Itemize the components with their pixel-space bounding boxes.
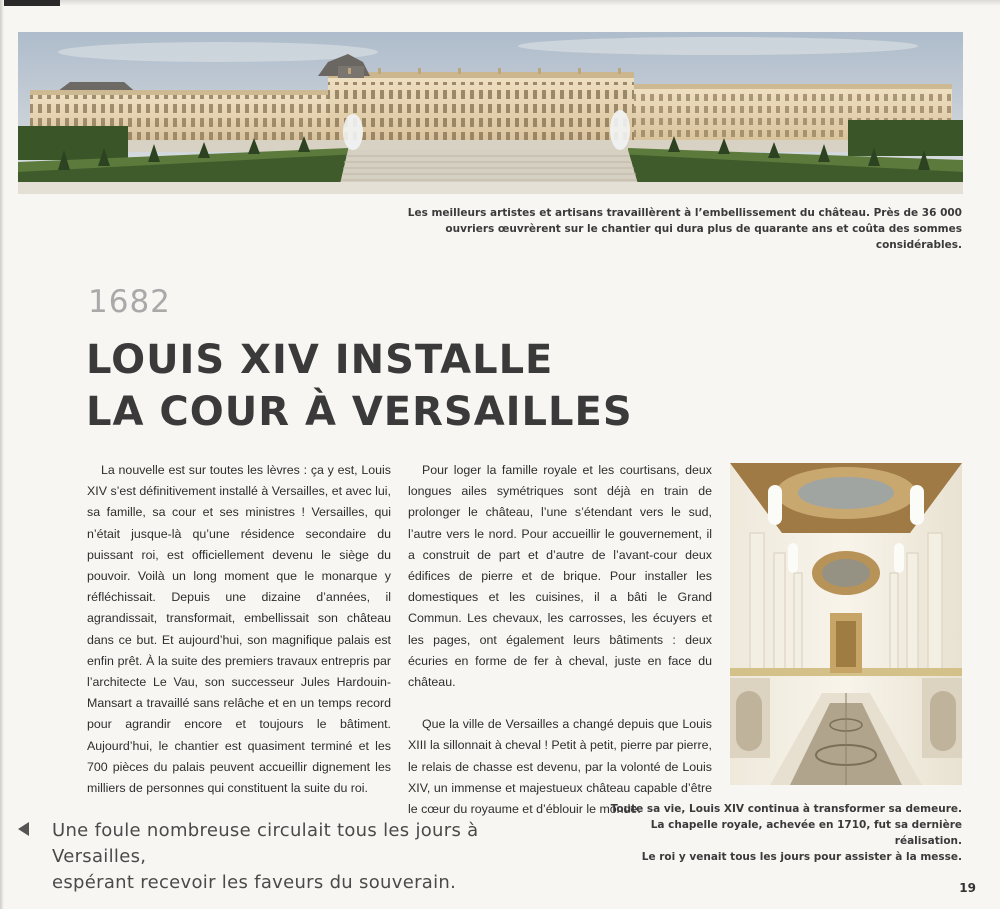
text-column-left xyxy=(87,460,391,799)
paragraph: La nouvelle est sur toutes les lèvres : ça y est, Louis XIV s’est définitivement installé à Versailles, et avec lui, sa famille, sa cour et ses ministres ! Versailles, qui n’était jusque-là qu’une résidence secondaire du puissant roi, est officiellement devenu le siège du pouvoir. Voilà un long moment que le monarque y réfléchissait. Depuis une dizaine d’années, il agrandissait, transformait, embellissait son château dans ce but. Et aujourd’hui, son magnifique palais est enfin prêt. À la suite des premiers travaux entrepris par l’architecte Le Vau, son successeur Jules Hardouin-Mansart a travaillé sans relâche et en un temps record pour agrandir encore et toujours le bâtiment. Aujourd’hui, le chantier est quasiment terminé et les 700 pièces du palais peuvent accueillir dignement les milliers de personnes qui constituent la suite du roi. xyxy=(87,463,391,796)
caption-line: Toute sa vie, Louis XIV continua à transformer sa demeure. xyxy=(610,803,962,815)
text-column-middle xyxy=(408,460,712,820)
scan-corner xyxy=(0,0,60,6)
article-title xyxy=(86,334,633,438)
paragraph: Que la ville de Versailles a changé depuis que Louis XIII la sillonnait à cheval ! Petit à petit, pierre par pierre, le relais de chasse est devenu, par la volonté de Louis XIV, un immense et majestueux château capable d’être le cœur du royaume et d’éblouir le monde. xyxy=(408,717,712,817)
photo-caption-top: Les meilleurs artistes et artisans travaillèrent à l’embellissement du château. Près de 36 000 ouvriers œuvrèrent sur le chantier qui dura plus de quarante ans et coûta des sommes considérables. xyxy=(407,207,962,251)
year-heading: 1682 xyxy=(88,284,171,320)
chateau-panorama-photo xyxy=(18,32,963,194)
scan-edge-left xyxy=(0,0,4,909)
caption-line: La chapelle royale, achevée en 1710, fut sa dernière réalisation. xyxy=(650,819,962,847)
pull-quote-line: Une foule nombreuse circulait tous les jours à Versailles, xyxy=(52,820,479,867)
paragraph: Pour loger la famille royale et les courtisans, deux longues ailes symétriques sont déjà en train de prolonger le château, l’une s’étendant vers le sud, l’autre vers le nord. Pour accueillir le gouvernement, il a construit de part et d’autre de l’avant-cour deux édifices de pierre et de brique. Pour installer les domestiques et les cuisines, il a bâti le Grand Commun. Les chevaux, les carrosses, les écuyers et les pages, ont également leurs bâtiments : deux écuries en forme de fer à cheval, juste en face du château. xyxy=(408,463,712,690)
photo-caption-chapel xyxy=(602,801,962,865)
caption-line: Le roi y venait tous les jours pour assister à la messe. xyxy=(641,851,962,863)
page-number: 19 xyxy=(959,881,976,895)
title-line-1: LOUIS XIV INSTALLE xyxy=(86,337,554,383)
scan-edge xyxy=(0,0,1000,6)
pull-quote xyxy=(52,818,572,896)
title-line-2: LA COUR À VERSAILLES xyxy=(86,389,633,435)
arrow-left-icon xyxy=(18,822,29,836)
royal-chapel-photo xyxy=(730,463,962,785)
pull-quote-line: espérant recevoir les faveurs du souverain. xyxy=(52,872,457,893)
